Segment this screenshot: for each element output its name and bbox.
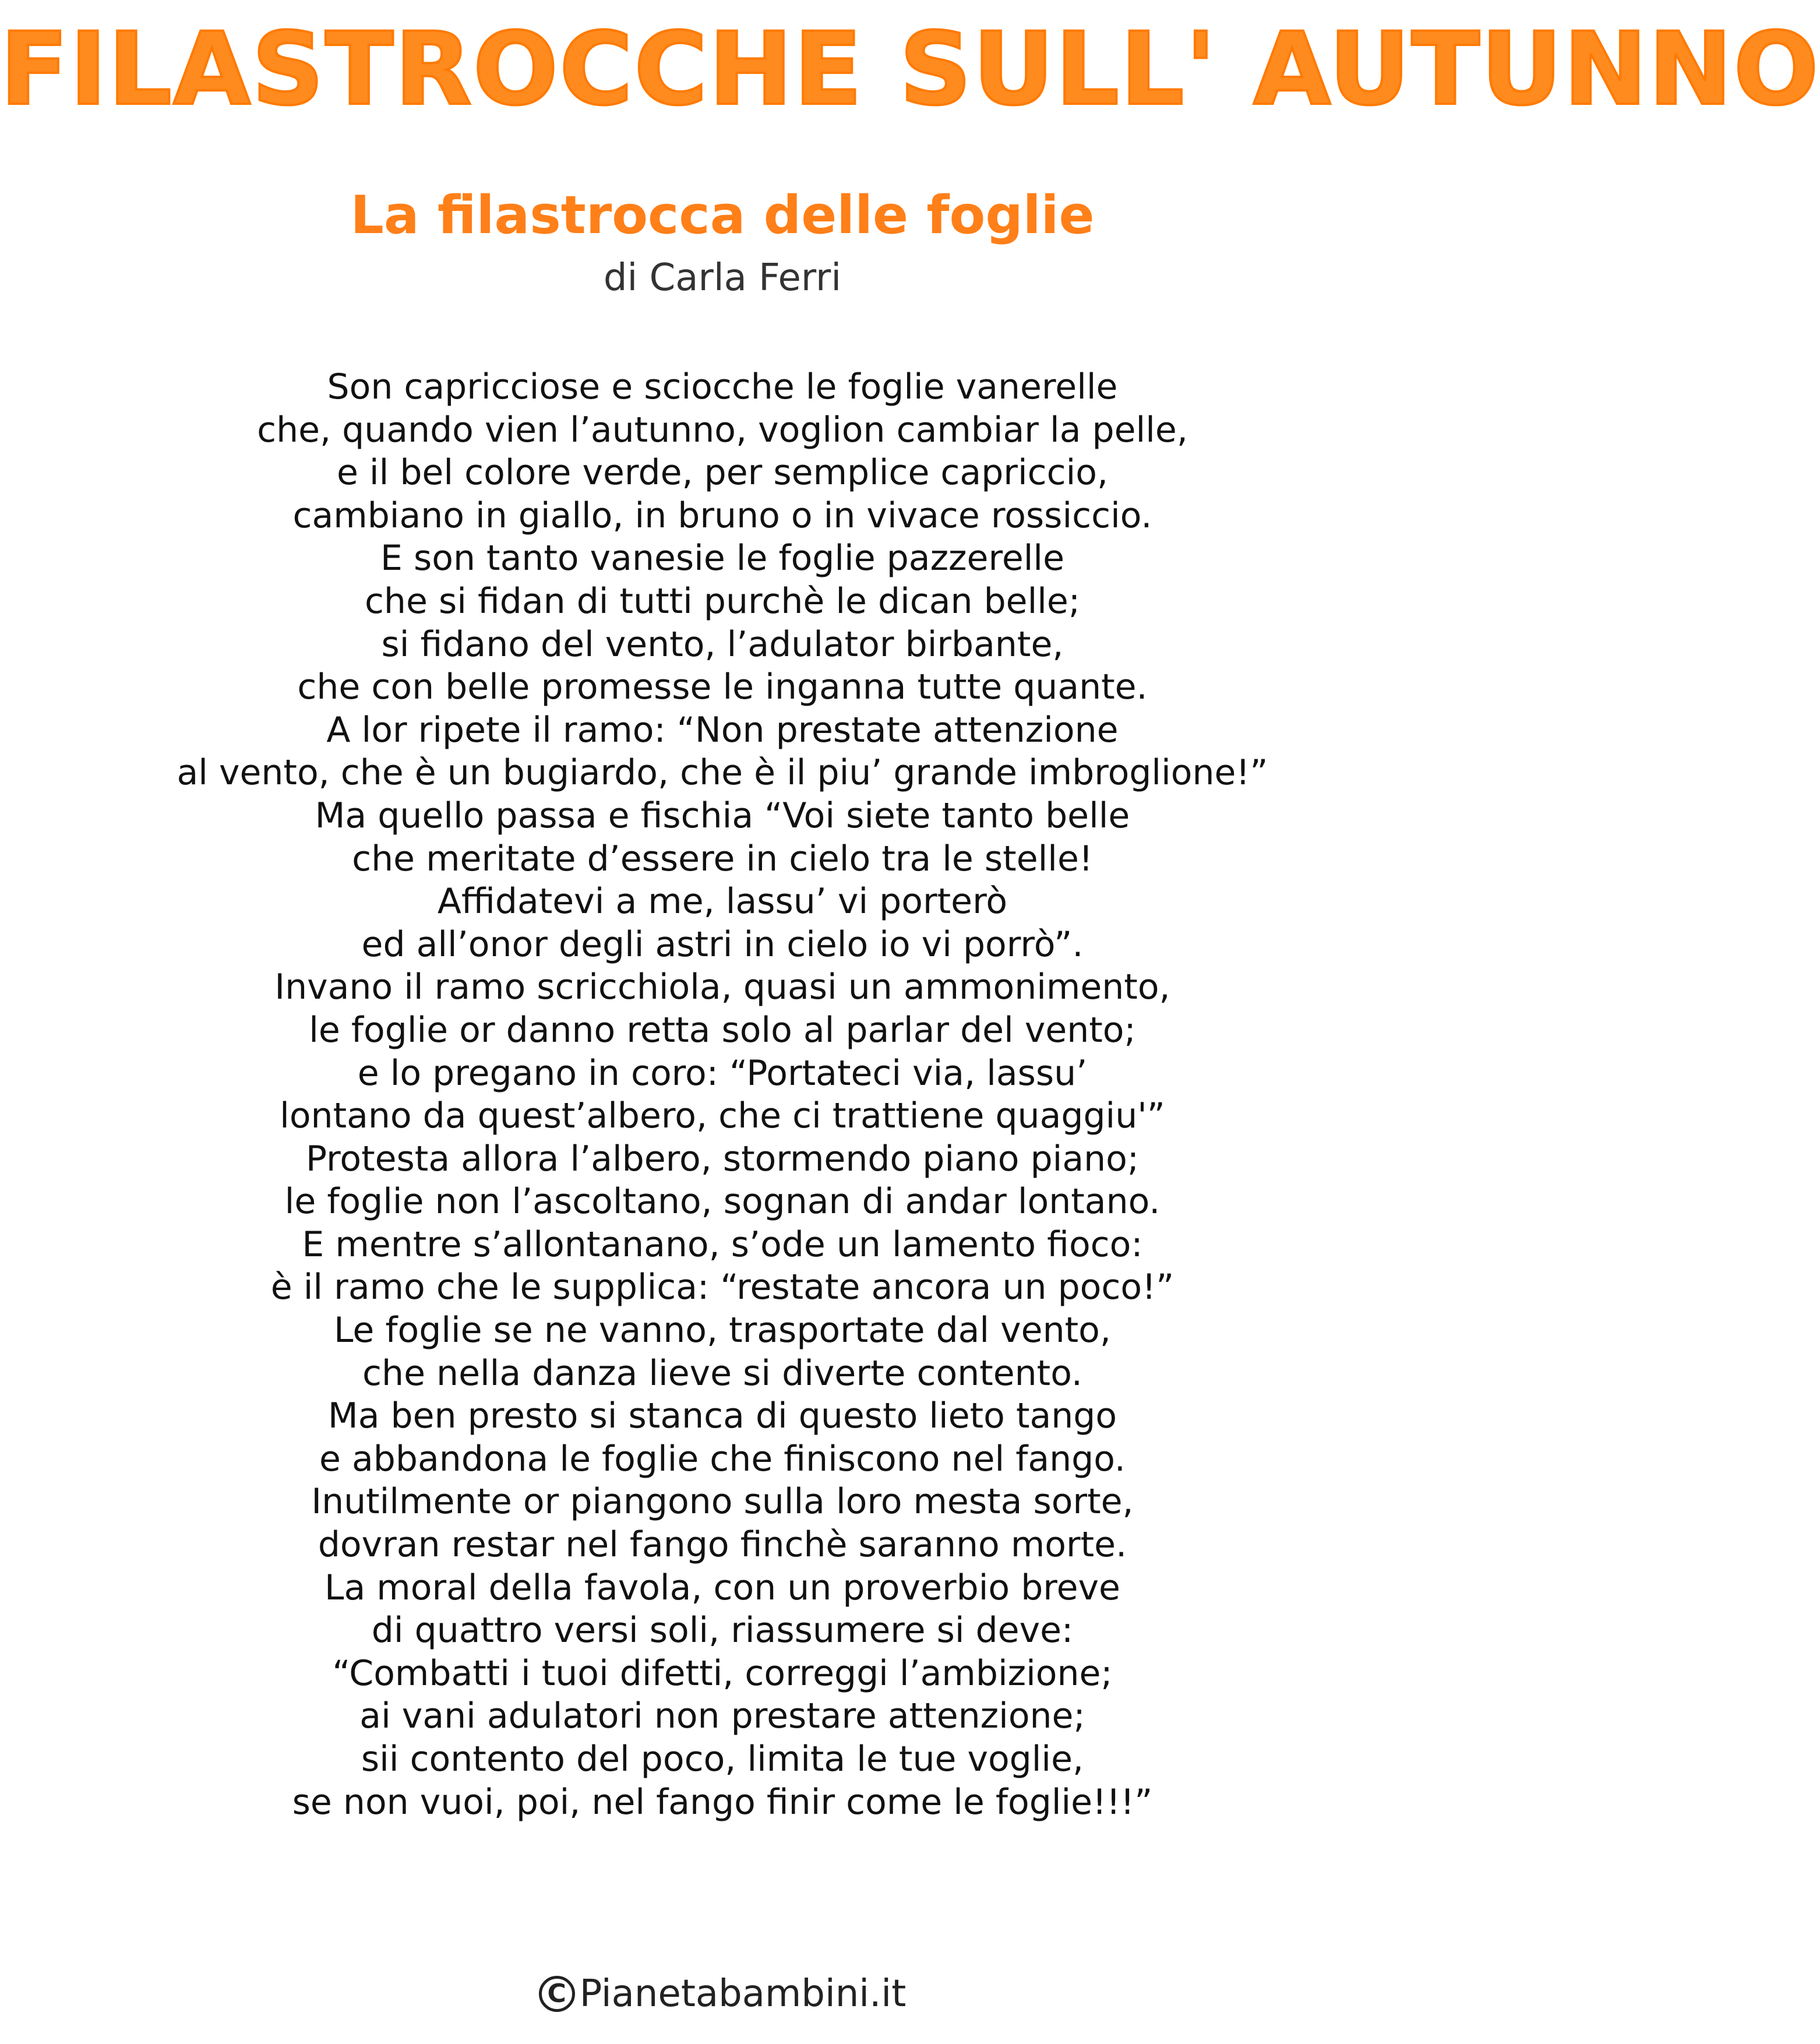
verse-line: se non vuoi, poi, nel fango finir come le foglie!!!” [292,1781,1153,1823]
verse-line: Son capricciose e sciocche le foglie vanerelle [327,366,1118,407]
verse-line: di quattro versi soli, riassumere si deve: [371,1610,1074,1651]
verse-line: E mentre s’allontanano, s’ode un lamento fioco: [302,1224,1143,1265]
verse-line: Protesta allora l’albero, stormendo piano piano; [305,1138,1140,1179]
copyright-icon: C [539,1976,575,2012]
verse-line: dovran restar nel fango finchè saranno morte. [318,1524,1127,1566]
poem-verses [0,366,1445,1824]
poem-author: di Carla Ferri [603,256,842,299]
verse-line: e il bel colore verde, per semplice capriccio, [336,452,1109,494]
verse-line: che si fidan di tutti purchè le dican belle; [364,580,1081,622]
verse-line: che con belle promesse le inganna tutte quante. [297,667,1148,708]
verse-line: Le foglie se ne vanno, trasportate dal vento, [334,1310,1111,1351]
verse-line: si fidano del vento, l’adulator birbante, [381,623,1064,665]
verse-line: le foglie non l’ascoltano, sognan di andar lontano. [284,1181,1161,1222]
verse-line: E son tanto vanesie le foglie pazzerelle [380,538,1064,579]
verse-line: La moral della favola, con un proverbio breve [325,1567,1120,1608]
verse-line: Invano il ramo scricchiola, quasi un ammonimento, [274,967,1170,1008]
verse-line: le foglie or danno retta solo al parlar del vento; [309,1009,1136,1051]
verse-line: A lor ripete il ramo: “Non prestate attenzione [326,709,1119,750]
verse-line: che nella danza lieve si diverte contento. [362,1352,1082,1394]
verse-line: ed all’onor degli astri in cielo io vi porrò”. [361,924,1084,965]
verse-line: Affidatevi a me, lassu’ vi porterò [437,881,1008,922]
verse-line: lontano da quest’albero, che ci trattiene quaggiu'” [280,1095,1165,1137]
verse-line: sii contento del poco, limita le tue voglie, [361,1739,1084,1779]
verse-line: al vento, che è un bugiardo, che è il piu’ grande imbroglione!” [177,752,1268,794]
verse-line: Ma quello passa e fischia “Voi siete tanto belle [315,795,1130,836]
verse-line: che, quando vien l’autunno, voglion cambiar la pelle, [257,409,1188,450]
verse-line: e lo pregano in coro: “Portateci via, lassu’ [357,1052,1088,1094]
verse-line: Inutilmente or piangono sulla loro mesta sorte, [311,1481,1134,1523]
verse-line: che meritate d’essere in cielo tra le stelle! [352,838,1093,879]
verse-line: e abbandona le foglie che finiscono nel fango. [319,1438,1126,1479]
verse-line: Ma ben presto si stanca di questo lieto tango [327,1395,1117,1437]
footer-credit [0,1965,1445,2023]
verse-line: “Combatti i tuoi difetti, correggi l’ambizione; [332,1652,1113,1694]
verse-line: è il ramo che le supplica: “restate ancora un poco!” [270,1267,1174,1308]
verse-line: cambiano in giallo, in bruno o in vivace rossiccio. [292,495,1152,536]
footer-site-label: Pianetabambini.it [579,1972,907,2015]
poem-title: La filastrocca delle foglie [350,185,1095,246]
page-title: FILASTROCCHE SULL' AUTUNNO [0,10,1820,128]
verse-line: ai vani adulatori non prestare attenzione; [359,1696,1085,1737]
